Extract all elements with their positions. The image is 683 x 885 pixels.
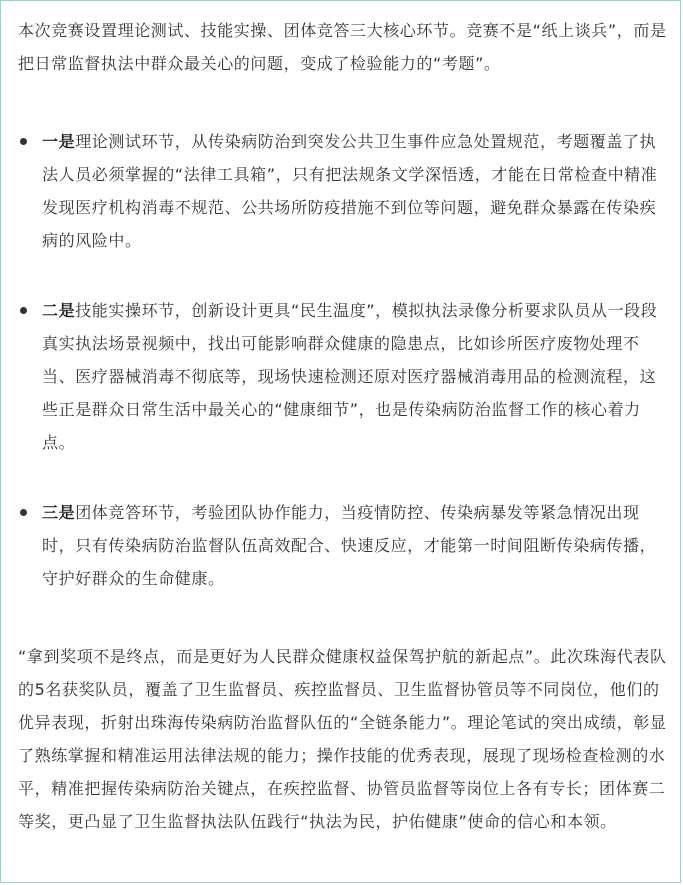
bullet-dot-icon [20, 307, 27, 314]
article-body [18, 14, 668, 838]
bullet-dot-icon [20, 138, 27, 145]
intro-paragraph: 本次竞赛设置理论测试、技能实操、团体竞答三大核心环节。竞赛不是“纸上谈兵”，而是把日常监督执法中群众最关心的问题，变成了检验能力的“考题”。 [18, 21, 667, 73]
list-item-lead: 三是 [42, 503, 76, 522]
closing-paragraph: “拿到奖项不是终点，而是更好为人民群众健康权益保驾护航的新起点”。此次珠海代表队的5名获奖队员，覆盖了卫生监督员、疾控监督员、卫生监督协管员等不同岗位，他们的优异表现，折射出珠海传染病防治监督队伍的“全链条能力”。理论笔试的突出成绩，彰显了熟练掌握和精准运用法律法规的能力；操作技能的优秀表现，展现了现场检查检测的水平，精准把握传染病防治关键点，在疾控监督、协管员监督等岗位上各有专长；团体赛二等奖，更凸显了卫生监督执法队伍践行“执法为民，护佑健康”使命的信心和本领。 [18, 647, 667, 831]
bullet-dot-icon [20, 509, 27, 516]
list-item-text: 理论测试环节，从传染病防治到突发公共卫生事件应急处置规范，考题覆盖了执法人员必须掌握的“法律工具箱”，只有把法规条文学深悟透，才能在日常检查中精准发现医疗机构消毒不规范、公共场所防疫措施不到位等问题，避免群众暴露在传染疾病的风险中。 [42, 132, 658, 250]
list-item-lead: 二是 [42, 301, 76, 320]
list-item-lead: 一是 [42, 132, 76, 151]
list-item [18, 125, 668, 257]
list-item-text: 技能实操环节，创新设计更具“民生温度”，模拟执法录像分析要求队员从一段段真实执法场景视频中，找出可能影响群众健康的隐患点，比如诊所医疗废物处理不当、医疗器械消毒不彻底等，现场快速检测还原对医疗器械消毒用品的检测流程，这些正是群众日常生活中最关心的“健康细节”，也是传染病防治监督工作的核心着力点。 [42, 301, 658, 452]
list-item-text: 团体竞答环节，考验团队协作能力，当疫情防控、传染病暴发等紧急情况出现时，只有传染病防治监督队伍高效配合、快速反应，才能第一时间阻断传染病传播，守护好群众的生命健康。 [42, 503, 657, 588]
list-item [18, 496, 668, 595]
core-sections-list [18, 125, 668, 595]
list-item [18, 294, 668, 459]
